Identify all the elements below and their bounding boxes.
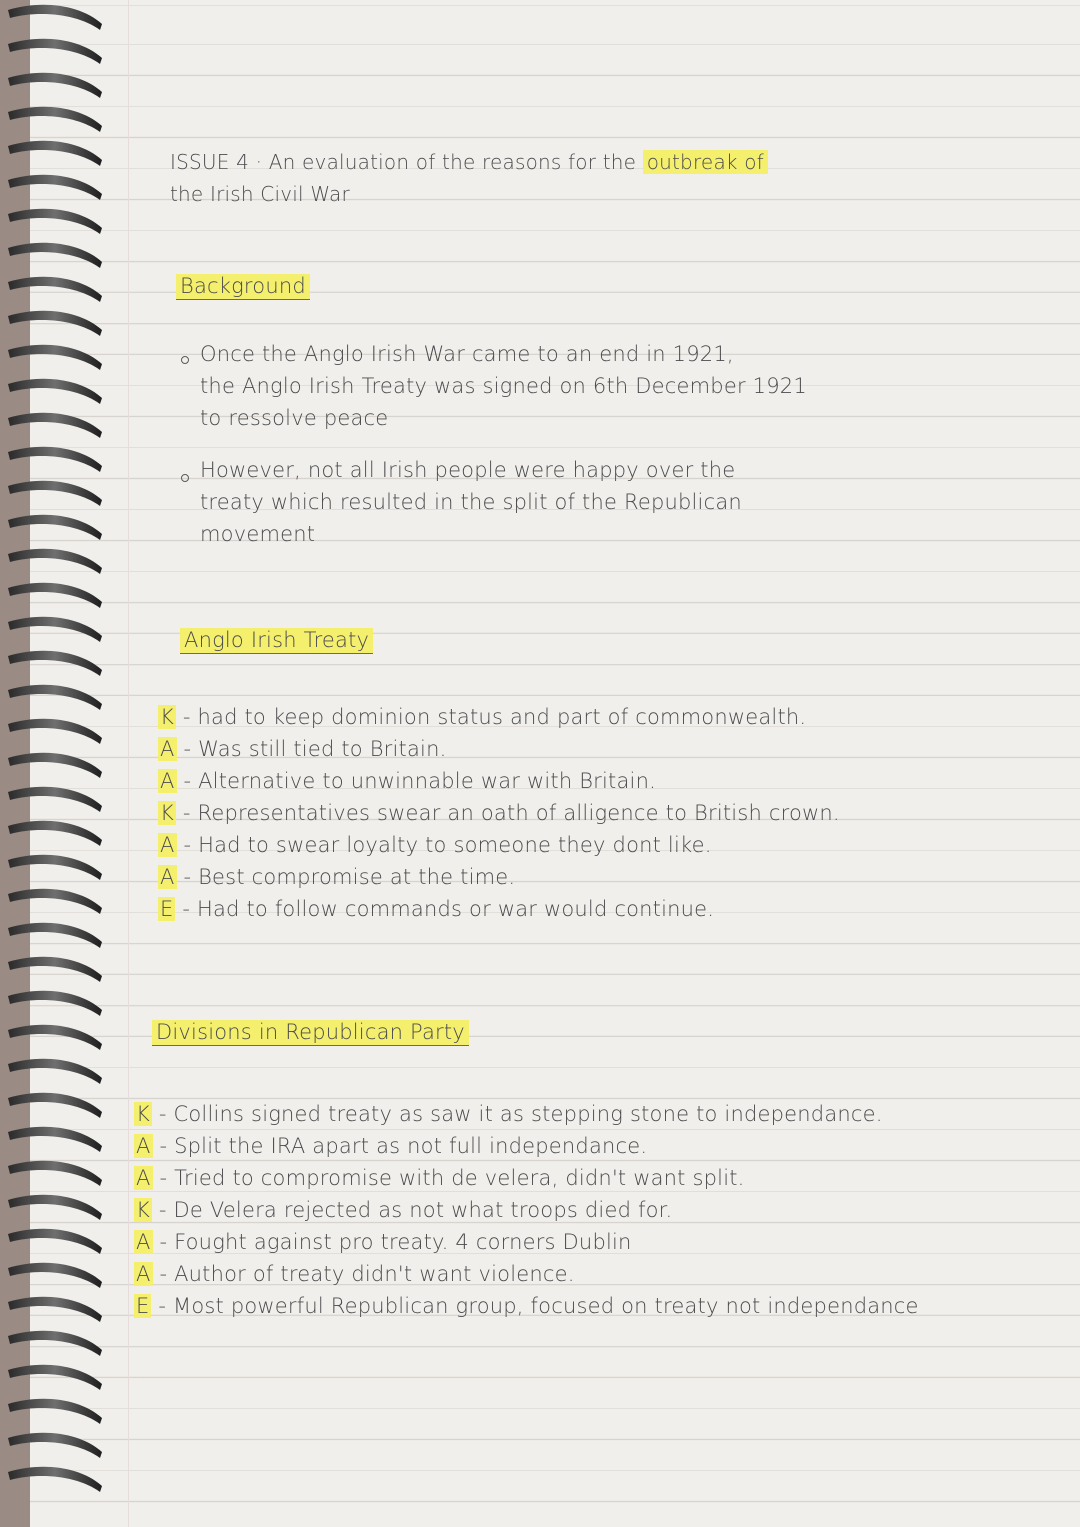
divisions-heading: Divisions in Republican Party — [152, 1020, 469, 1044]
kae-letter: K — [160, 801, 174, 825]
background-bullet1-line1: Once the Anglo Irish War came to an end in 1921, — [200, 342, 734, 366]
note-text: - Fought against pro treaty. 4 corners Dublin — [152, 1230, 632, 1254]
kae-letter: A — [136, 1230, 151, 1254]
margin-line — [128, 0, 129, 1527]
kae-letter: A — [136, 1134, 151, 1158]
title-prefix: ISSUE 4 · An evaluation of the reasons for the — [170, 150, 643, 174]
note-row — [134, 1262, 575, 1286]
page-title-line1 — [170, 150, 768, 174]
note-text: - had to keep dominion status and part of commonwealth. — [175, 705, 807, 729]
note-row — [158, 897, 714, 921]
note-row — [158, 833, 712, 857]
kae-letter: K — [160, 705, 174, 729]
treaty-heading: Anglo Irish Treaty — [180, 628, 373, 652]
kae-letter: K — [136, 1198, 150, 1222]
background-bullet2-line3: movement — [200, 522, 316, 546]
note-row — [158, 801, 840, 825]
note-row — [134, 1134, 647, 1158]
note-text: - Alternative to unwinnable war with Britain. — [176, 769, 656, 793]
note-row — [134, 1198, 672, 1222]
note-text: - Had to swear loyalty to someone they dont like. — [176, 833, 712, 857]
note-text: - De Velera rejected as not what troops died for. — [151, 1198, 673, 1222]
note-row — [158, 769, 656, 793]
kae-letter: E — [136, 1294, 150, 1318]
page-title-line2: the Irish Civil War — [170, 182, 350, 206]
title-highlight: outbreak of — [643, 150, 768, 174]
background-bullet2-line1: However, not all Irish people were happy over the — [200, 458, 736, 482]
note-row — [158, 737, 446, 761]
background-bullet2-line2: treaty which resulted in the split of the Republican — [200, 490, 742, 514]
note-row — [158, 865, 515, 889]
kae-letter: A — [136, 1166, 151, 1190]
kae-letter: E — [160, 897, 174, 921]
background-heading: Background — [176, 274, 310, 298]
kae-letter: A — [160, 737, 175, 761]
bullet-dot-1 — [181, 356, 189, 364]
note-text: - Had to follow commands or war would continue. — [175, 897, 715, 921]
note-text: - Author of treaty didn't want violence. — [152, 1262, 575, 1286]
kae-letter: A — [160, 865, 175, 889]
note-text: - Most powerful Republican group, focused on treaty not independance — [151, 1294, 919, 1318]
note-row — [134, 1102, 883, 1126]
note-text: - Collins signed treaty as saw it as stepping stone to independance. — [151, 1102, 883, 1126]
note-text: - Representatives swear an oath of alligence to British crown. — [175, 801, 840, 825]
kae-letter: K — [136, 1102, 150, 1126]
kae-letter: A — [160, 833, 175, 857]
note-row — [158, 705, 806, 729]
kae-letter: A — [160, 769, 175, 793]
background-bullet1-line3: to ressolve peace — [200, 406, 389, 430]
note-row — [134, 1294, 919, 1318]
kae-letter: A — [136, 1262, 151, 1286]
note-text: - Split the IRA apart as not full independance. — [152, 1134, 648, 1158]
note-row — [134, 1166, 745, 1190]
note-text: - Tried to compromise with de velera, didn't want split. — [152, 1166, 745, 1190]
note-text: - Was still tied to Britain. — [176, 737, 447, 761]
note-text: - Best compromise at the time. — [176, 865, 516, 889]
note-row — [134, 1230, 632, 1254]
bullet-dot-2 — [181, 474, 189, 482]
spiral-binding — [0, 0, 120, 1527]
background-bullet1-line2: the Anglo Irish Treaty was signed on 6th December 1921 — [200, 374, 807, 398]
